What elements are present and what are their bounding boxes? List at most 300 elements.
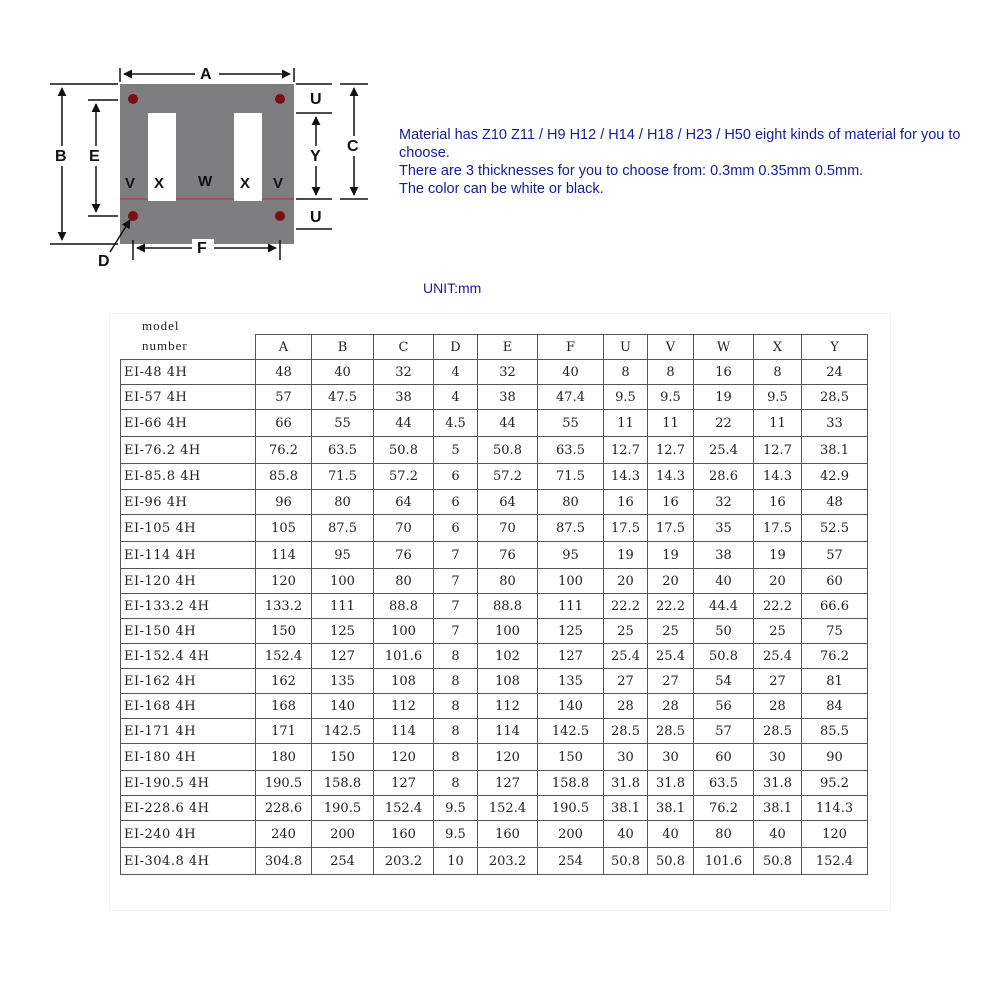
dimension-cell: 114: [478, 719, 538, 744]
dimension-cell: 168: [256, 694, 312, 719]
dimension-cell: 25: [648, 619, 694, 644]
dimension-cell: 50.8: [694, 644, 754, 669]
dimension-cell: 27: [648, 669, 694, 694]
color-info-line: The color can be white or black.: [399, 181, 604, 197]
dimension-cell: 162: [256, 669, 312, 694]
model-number-cell: EI-150 4H: [121, 619, 256, 644]
model-header-line2: number: [142, 338, 188, 353]
column-header: C: [374, 335, 434, 360]
table-row: [121, 669, 868, 694]
model-number-cell: EI-66 4H: [121, 410, 256, 437]
dimension-cell: 8: [434, 644, 478, 669]
dimension-cell: 40: [754, 821, 802, 848]
dimension-cell: 17.5: [604, 515, 648, 542]
model-header-line1: model: [142, 318, 180, 333]
table-row: [121, 360, 868, 385]
dimension-cell: 160: [374, 821, 434, 848]
dimension-cell: 30: [754, 744, 802, 771]
dimension-cell: 160: [478, 821, 538, 848]
table-row: [121, 719, 868, 744]
dimension-cell: 17.5: [648, 515, 694, 542]
model-number-cell: EI-105 4H: [121, 515, 256, 542]
table-row: [121, 821, 868, 848]
dimension-cell: 85.5: [802, 719, 868, 744]
dimension-table: [120, 334, 868, 875]
dimension-cell: 190.5: [312, 796, 374, 821]
dimension-cell: 125: [538, 619, 604, 644]
column-header: W: [694, 335, 754, 360]
dimension-cell: 38.1: [648, 796, 694, 821]
dimension-cell: 8: [754, 360, 802, 385]
dimension-cell: 40: [604, 821, 648, 848]
model-number-cell: EI-240 4H: [121, 821, 256, 848]
dimension-cell: 55: [538, 410, 604, 437]
material-info-line: Material has Z10 Z11 / H9 H12 / H14 / H18 / H23 / H50 eight kinds of material for you to choose.: [399, 127, 961, 161]
dimension-cell: 40: [694, 569, 754, 594]
dimension-cell: 111: [538, 594, 604, 619]
hole-bottom-left: [128, 211, 138, 221]
dimension-cell: 33: [802, 410, 868, 437]
dimension-cell: 120: [802, 821, 868, 848]
model-number-cell: EI-48 4H: [121, 360, 256, 385]
dimension-cell: 127: [374, 771, 434, 796]
dimension-cell: 27: [604, 669, 648, 694]
model-number-cell: EI-57 4H: [121, 385, 256, 410]
label-x-left: X: [154, 175, 165, 192]
dimension-cell: 55: [312, 410, 374, 437]
dimension-cell: 19: [604, 542, 648, 569]
label-a: A: [200, 66, 212, 83]
table-row: [121, 644, 868, 669]
dimension-cell: 7: [434, 619, 478, 644]
dimension-cell: 28.5: [648, 719, 694, 744]
table-row: [121, 569, 868, 594]
column-header: U: [604, 335, 648, 360]
dimension-cell: 108: [374, 669, 434, 694]
column-header: F: [538, 335, 604, 360]
dimension-cell: 8: [434, 744, 478, 771]
model-number-cell: EI-190.5 4H: [121, 771, 256, 796]
dimension-cell: 38.1: [604, 796, 648, 821]
dimension-cell: 133.2: [256, 594, 312, 619]
ei-core-diagram: [40, 50, 390, 280]
dimension-cell: 9.5: [648, 385, 694, 410]
label-e: E: [89, 148, 100, 165]
hole-bottom-right: [275, 211, 285, 221]
dimension-cell: 90: [802, 744, 868, 771]
dimension-cell: 101.6: [694, 848, 754, 875]
dimension-cell: 30: [604, 744, 648, 771]
dimension-cell: 12.7: [648, 437, 694, 464]
dimension-cell: 150: [256, 619, 312, 644]
dimension-cell: 87.5: [538, 515, 604, 542]
dimension-cell: 28: [754, 694, 802, 719]
model-number-cell: EI-168 4H: [121, 694, 256, 719]
dimension-cell: 32: [374, 360, 434, 385]
model-number-cell: EI-228.6 4H: [121, 796, 256, 821]
table-row: [121, 385, 868, 410]
dimension-cell: 66: [256, 410, 312, 437]
dimension-cell: 20: [754, 569, 802, 594]
dimension-cell: 8: [648, 360, 694, 385]
dimension-cell: 28.5: [604, 719, 648, 744]
model-number-cell: EI-152.4 4H: [121, 644, 256, 669]
dimension-cell: 66.6: [802, 594, 868, 619]
dimension-cell: 6: [434, 515, 478, 542]
dimension-cell: 47.4: [538, 385, 604, 410]
dimension-cell: 4.5: [434, 410, 478, 437]
dimension-cell: 14.3: [604, 464, 648, 490]
dimension-cell: 80: [478, 569, 538, 594]
dimension-cell: 203.2: [374, 848, 434, 875]
dimension-cell: 5: [434, 437, 478, 464]
dimension-cell: 38: [374, 385, 434, 410]
dimension-cell: 44: [478, 410, 538, 437]
dimension-cell: 80: [694, 821, 754, 848]
dimension-cell: 120: [256, 569, 312, 594]
dimension-cell: 114: [256, 542, 312, 569]
core-plate: [120, 84, 294, 244]
dimension-cell: 87.5: [312, 515, 374, 542]
dimension-cell: 100: [538, 569, 604, 594]
hole-top-left: [128, 94, 138, 104]
dimension-cell: 28: [648, 694, 694, 719]
dimension-cell: 28.6: [694, 464, 754, 490]
dimension-cell: 40: [312, 360, 374, 385]
dimension-cell: 32: [478, 360, 538, 385]
dimension-cell: 40: [648, 821, 694, 848]
column-header: A: [256, 335, 312, 360]
dimension-cell: 7: [434, 569, 478, 594]
dimension-cell: 31.8: [604, 771, 648, 796]
dimension-cell: 76: [478, 542, 538, 569]
column-header: E: [478, 335, 538, 360]
dimension-cell: 152.4: [374, 796, 434, 821]
material-info: [399, 126, 979, 198]
model-number-cell: EI-180 4H: [121, 744, 256, 771]
label-y: Y: [310, 148, 321, 165]
dimension-cell: 17.5: [754, 515, 802, 542]
dimension-cell: 16: [604, 490, 648, 515]
dimension-cell: 240: [256, 821, 312, 848]
table-header-row: [121, 335, 868, 360]
dimension-cell: 84: [802, 694, 868, 719]
dimension-cell: 8: [434, 694, 478, 719]
dimension-cell: 25: [604, 619, 648, 644]
dimension-cell: 203.2: [478, 848, 538, 875]
dimension-cell: 57: [694, 719, 754, 744]
dimension-cell: 180: [256, 744, 312, 771]
label-b: B: [55, 148, 67, 165]
table-row: [121, 410, 868, 437]
column-header: X: [754, 335, 802, 360]
dimension-cell: 50.8: [754, 848, 802, 875]
model-number-cell: EI-162 4H: [121, 669, 256, 694]
table-row: [121, 515, 868, 542]
dimension-cell: 80: [312, 490, 374, 515]
dimension-cell: 135: [312, 669, 374, 694]
dimension-cell: 4: [434, 385, 478, 410]
dimension-cell: 254: [312, 848, 374, 875]
table-row: [121, 771, 868, 796]
dimension-cell: 11: [648, 410, 694, 437]
dimension-cell: 85.8: [256, 464, 312, 490]
dimension-cell: 76.2: [256, 437, 312, 464]
dimension-cell: 95: [538, 542, 604, 569]
dimension-cell: 7: [434, 594, 478, 619]
dimension-cell: 125: [312, 619, 374, 644]
dimension-cell: 80: [374, 569, 434, 594]
dimension-cell: 150: [538, 744, 604, 771]
dimension-cell: 100: [374, 619, 434, 644]
column-header: Y: [802, 335, 868, 360]
dimension-cell: 105: [256, 515, 312, 542]
dimension-cell: 57.2: [478, 464, 538, 490]
dimension-cell: 64: [374, 490, 434, 515]
dimension-cell: 152.4: [802, 848, 868, 875]
table-row: [121, 848, 868, 875]
dimension-cell: 75: [802, 619, 868, 644]
dimension-cell: 8: [434, 771, 478, 796]
dimension-cell: 38: [694, 542, 754, 569]
dimension-cell: 140: [538, 694, 604, 719]
model-number-cell: EI-133.2 4H: [121, 594, 256, 619]
dimension-cell: 8: [434, 719, 478, 744]
dimension-cell: 25.4: [648, 644, 694, 669]
table-row: [121, 594, 868, 619]
dimension-cell: 114.3: [802, 796, 868, 821]
dimension-cell: 25.4: [754, 644, 802, 669]
dimension-cell: 114: [374, 719, 434, 744]
dimension-cell: 20: [604, 569, 648, 594]
dimension-cell: 31.8: [648, 771, 694, 796]
label-v-left: V: [125, 175, 136, 192]
dimension-cell: 52.5: [802, 515, 868, 542]
dimension-cell: 4: [434, 360, 478, 385]
dimension-cell: 63.5: [312, 437, 374, 464]
label-c: C: [347, 138, 359, 155]
dimension-cell: 102: [478, 644, 538, 669]
dimension-cell: 70: [478, 515, 538, 542]
model-number-cell: EI-76.2 4H: [121, 437, 256, 464]
dimension-cell: 135: [538, 669, 604, 694]
dimension-cell: 111: [312, 594, 374, 619]
dimension-cell: 57.2: [374, 464, 434, 490]
dimension-cell: 14.3: [754, 464, 802, 490]
model-number-cell: EI-171 4H: [121, 719, 256, 744]
column-header: V: [648, 335, 694, 360]
table-row: [121, 619, 868, 644]
dimension-cell: 63.5: [694, 771, 754, 796]
dimension-cell: 9.5: [754, 385, 802, 410]
dimension-cell: 50.8: [648, 848, 694, 875]
dimension-cell: 44: [374, 410, 434, 437]
dimension-cell: 127: [538, 644, 604, 669]
dimension-cell: 19: [694, 385, 754, 410]
dimension-cell: 50.8: [604, 848, 648, 875]
dimension-cell: 57: [256, 385, 312, 410]
model-number-cell: EI-304.8 4H: [121, 848, 256, 875]
dimension-cell: 152.4: [478, 796, 538, 821]
dimension-cell: 48: [256, 360, 312, 385]
column-header: B: [312, 335, 374, 360]
dimension-cell: 25: [754, 619, 802, 644]
dimension-cell: 95: [312, 542, 374, 569]
dimension-cell: 22.2: [754, 594, 802, 619]
model-number-cell: EI-114 4H: [121, 542, 256, 569]
dimension-cell: 56: [694, 694, 754, 719]
label-d: D: [98, 253, 110, 270]
dimension-cell: 50.8: [478, 437, 538, 464]
dimension-cell: 71.5: [538, 464, 604, 490]
dimension-cell: 28: [604, 694, 648, 719]
dimension-cell: 24: [802, 360, 868, 385]
label-v-right: V: [273, 175, 284, 192]
dimension-cell: 22.2: [648, 594, 694, 619]
dimension-cell: 158.8: [312, 771, 374, 796]
model-number-cell: EI-120 4H: [121, 569, 256, 594]
dimension-cell: 48: [802, 490, 868, 515]
dimension-cell: 12.7: [754, 437, 802, 464]
dimension-cell: 254: [538, 848, 604, 875]
column-header: D: [434, 335, 478, 360]
table-row: [121, 464, 868, 490]
dimension-cell: 6: [434, 490, 478, 515]
dimension-cell: 22: [694, 410, 754, 437]
dimension-cell: 38.1: [754, 796, 802, 821]
table-body: [121, 360, 868, 875]
dimension-cell: 28.5: [754, 719, 802, 744]
label-u-top: U: [310, 91, 322, 108]
dimension-cell: 20: [648, 569, 694, 594]
dimension-cell: 100: [312, 569, 374, 594]
dimension-cell: 9.5: [434, 796, 478, 821]
table-row: [121, 490, 868, 515]
dimension-cell: 81: [802, 669, 868, 694]
dimension-cell: 63.5: [538, 437, 604, 464]
dimension-cell: 64: [478, 490, 538, 515]
dimension-cell: 16: [754, 490, 802, 515]
table-row: [121, 437, 868, 464]
model-header-cell: [121, 335, 256, 360]
dimension-cell: 35: [694, 515, 754, 542]
dimension-cell: 54: [694, 669, 754, 694]
dimension-cell: 152.4: [256, 644, 312, 669]
dimension-cell: 88.8: [374, 594, 434, 619]
dimension-cell: 60: [802, 569, 868, 594]
dimension-cell: 120: [478, 744, 538, 771]
dimension-cell: 10: [434, 848, 478, 875]
dimension-cell: 100: [478, 619, 538, 644]
dimension-cell: 44.4: [694, 594, 754, 619]
dimension-cell: 38: [478, 385, 538, 410]
dimension-cell: 200: [538, 821, 604, 848]
dimension-cell: 25.4: [604, 644, 648, 669]
dimension-cell: 171: [256, 719, 312, 744]
label-f: F: [197, 240, 207, 257]
table-row: [121, 542, 868, 569]
dimension-cell: 76: [374, 542, 434, 569]
dimension-cell: 76.2: [802, 644, 868, 669]
dimension-cell: 47.5: [312, 385, 374, 410]
table-row: [121, 796, 868, 821]
dimension-cell: 14.3: [648, 464, 694, 490]
dimension-cell: 60: [694, 744, 754, 771]
dimension-cell: 28.5: [802, 385, 868, 410]
dimension-cell: 57: [802, 542, 868, 569]
label-x-right: X: [240, 175, 251, 192]
dimension-cell: 150: [312, 744, 374, 771]
dimension-cell: 11: [754, 410, 802, 437]
dimension-cell: 22.2: [604, 594, 648, 619]
dimension-cell: 12.7: [604, 437, 648, 464]
dimension-cell: 108: [478, 669, 538, 694]
model-number-cell: EI-96 4H: [121, 490, 256, 515]
dimension-cell: 19: [754, 542, 802, 569]
dimension-cell: 11: [604, 410, 648, 437]
dimension-cell: 88.8: [478, 594, 538, 619]
dimension-cell: 228.6: [256, 796, 312, 821]
dimension-cell: 158.8: [538, 771, 604, 796]
dimension-cell: 38.1: [802, 437, 868, 464]
dimension-cell: 27: [754, 669, 802, 694]
dimension-cell: 30: [648, 744, 694, 771]
model-number-cell: EI-85.8 4H: [121, 464, 256, 490]
thickness-info-line: There are 3 thicknesses for you to choose from: 0.3mm 0.35mm 0.5mm.: [399, 163, 864, 179]
dimension-cell: 50.8: [374, 437, 434, 464]
dimension-cell: 40: [538, 360, 604, 385]
dimension-cell: 25.4: [694, 437, 754, 464]
dimension-cell: 96: [256, 490, 312, 515]
dimension-cell: 101.6: [374, 644, 434, 669]
dimension-cell: 70: [374, 515, 434, 542]
dimension-cell: 142.5: [312, 719, 374, 744]
dimension-cell: 32: [694, 490, 754, 515]
dimension-cell: 16: [694, 360, 754, 385]
dimension-cell: 190.5: [256, 771, 312, 796]
table-row: [121, 694, 868, 719]
dimension-cell: 304.8: [256, 848, 312, 875]
dimension-cell: 142.5: [538, 719, 604, 744]
ei-core-drawing: [40, 50, 390, 280]
dimension-cell: 120: [374, 744, 434, 771]
dimension-cell: 71.5: [312, 464, 374, 490]
dimension-cell: 76.2: [694, 796, 754, 821]
table-row: [121, 744, 868, 771]
dimension-cell: 8: [604, 360, 648, 385]
dimension-cell: 140: [312, 694, 374, 719]
label-u-bottom: U: [310, 209, 322, 226]
dimension-cell: 127: [478, 771, 538, 796]
dimension-cell: 200: [312, 821, 374, 848]
dimension-cell: 9.5: [604, 385, 648, 410]
dimension-cell: 19: [648, 542, 694, 569]
dimension-cell: 7: [434, 542, 478, 569]
dimension-cell: 112: [374, 694, 434, 719]
dimension-cell: 80: [538, 490, 604, 515]
dimension-cell: 50: [694, 619, 754, 644]
dimension-cell: 112: [478, 694, 538, 719]
dimension-cell: 8: [434, 669, 478, 694]
hole-top-right: [275, 94, 285, 104]
dimension-cell: 31.8: [754, 771, 802, 796]
unit-label: UNIT:mm: [423, 280, 482, 296]
dimension-cell: 6: [434, 464, 478, 490]
dimension-cell: 127: [312, 644, 374, 669]
dimension-cell: 42.9: [802, 464, 868, 490]
dimension-cell: 16: [648, 490, 694, 515]
label-w: W: [198, 173, 213, 190]
